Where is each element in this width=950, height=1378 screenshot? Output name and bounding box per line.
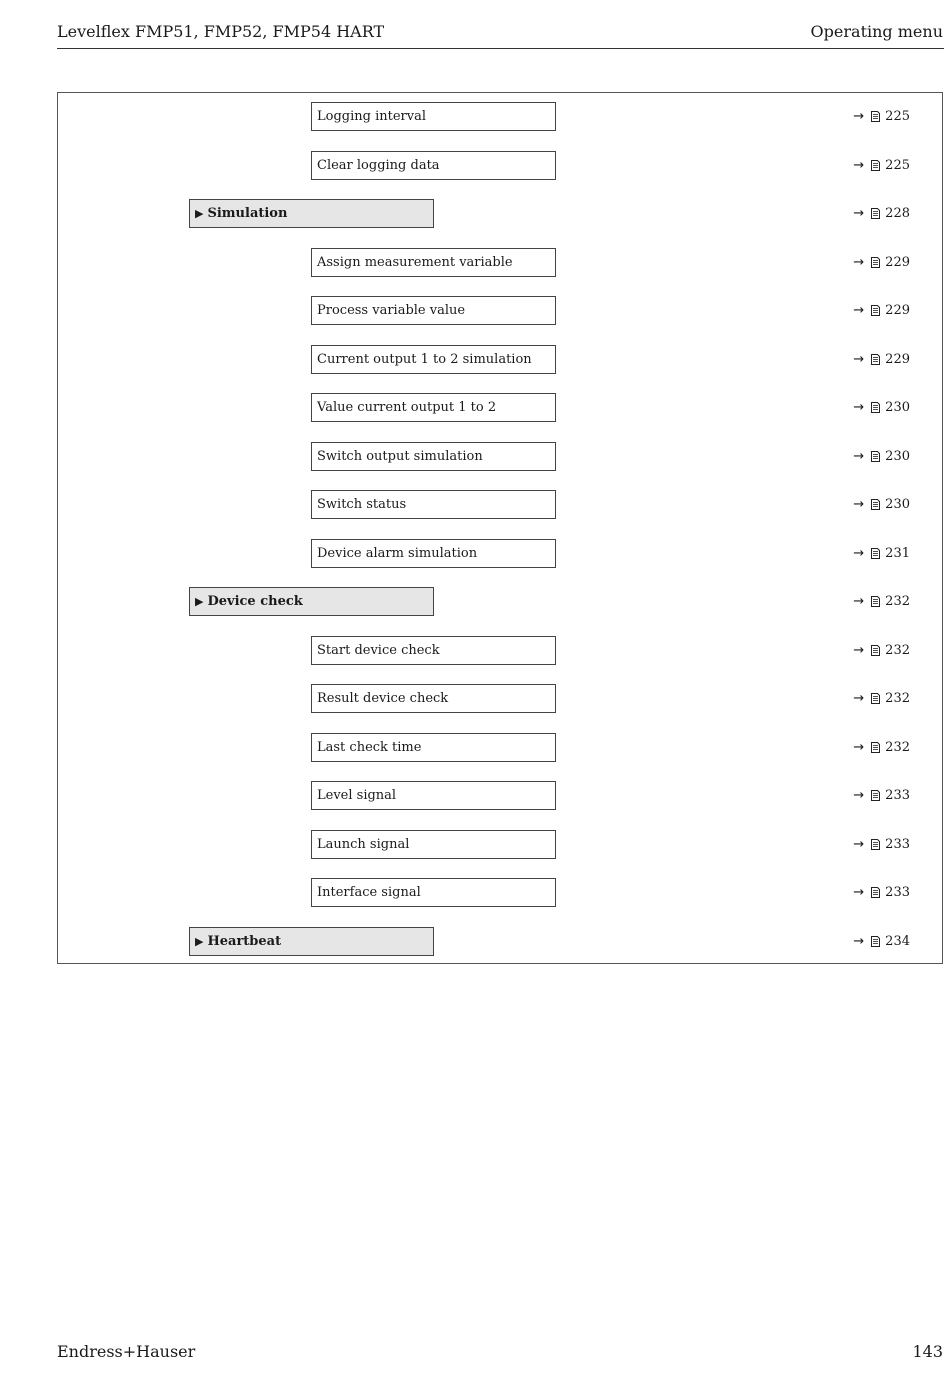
parameter-row xyxy=(58,733,942,762)
parameter-row xyxy=(58,248,942,277)
arrow-right-icon: → xyxy=(853,157,865,173)
parameter-row xyxy=(58,102,942,131)
page-number: 143 xyxy=(912,1342,943,1361)
parameter-label: Switch output simulation xyxy=(317,448,483,464)
page-reference-number: 233 xyxy=(885,788,910,803)
page-reference xyxy=(853,733,910,762)
arrow-right-icon: → xyxy=(853,836,865,852)
submenu-label: Heartbeat xyxy=(207,933,282,949)
parameter-label: Clear logging data xyxy=(317,157,440,173)
page-reference-icon xyxy=(870,790,881,801)
parameter-row xyxy=(58,151,942,180)
parameter-label: Result device check xyxy=(317,691,449,706)
operating-menu-tree xyxy=(57,92,943,964)
page-reference-icon xyxy=(870,111,881,122)
parameter-box xyxy=(311,345,556,374)
parameter-row xyxy=(58,393,942,422)
page-reference xyxy=(853,199,910,228)
parameter-box xyxy=(311,539,556,568)
submenu-box xyxy=(189,587,434,616)
submenu-triangle-icon: ▶ xyxy=(195,595,204,608)
parameter-box xyxy=(311,248,556,277)
parameter-row xyxy=(58,490,942,519)
page-reference xyxy=(853,830,910,859)
parameter-box xyxy=(311,830,556,859)
arrow-right-icon: → xyxy=(853,739,865,755)
parameter-label: Start device check xyxy=(317,642,440,658)
parameter-label: Switch status xyxy=(317,497,407,512)
page-reference xyxy=(853,345,910,374)
parameter-box xyxy=(311,733,556,762)
parameter-row xyxy=(58,636,942,665)
arrow-right-icon: → xyxy=(853,109,865,124)
parameter-label: Assign measurement variable xyxy=(317,254,513,270)
submenu-box xyxy=(189,199,434,228)
page-reference-number: 229 xyxy=(885,351,910,367)
arrow-right-icon: → xyxy=(853,400,865,415)
page-reference xyxy=(853,684,910,713)
page-reference-icon xyxy=(870,257,881,268)
parameter-box xyxy=(311,442,556,471)
submenu-triangle-icon: ▶ xyxy=(195,207,204,220)
submenu-row xyxy=(58,199,942,228)
page-reference-icon xyxy=(870,402,881,413)
parameter-row xyxy=(58,830,942,859)
page-reference-number: 229 xyxy=(885,303,910,318)
page-reference-number: 225 xyxy=(885,157,910,173)
page-reference xyxy=(853,393,910,422)
parameter-box xyxy=(311,636,556,665)
submenu-label: Simulation xyxy=(207,206,288,221)
arrow-right-icon: → xyxy=(853,303,865,318)
arrow-right-icon: → xyxy=(853,254,865,270)
parameter-label: Level signal xyxy=(317,788,397,803)
parameter-row xyxy=(58,781,942,810)
arrow-right-icon: → xyxy=(853,206,865,221)
page-reference-number: 230 xyxy=(885,400,910,415)
parameter-label: Device alarm simulation xyxy=(317,545,478,561)
page-reference xyxy=(853,587,910,616)
page-reference-number: 228 xyxy=(885,206,910,221)
page-reference xyxy=(853,102,910,131)
page-reference-icon xyxy=(870,839,881,850)
parameter-row xyxy=(58,442,942,471)
parameter-box xyxy=(311,102,556,131)
parameter-label: Logging interval xyxy=(317,109,427,124)
page-reference-number: 232 xyxy=(885,642,910,658)
page-reference-icon xyxy=(870,693,881,704)
arrow-right-icon: → xyxy=(853,885,865,900)
parameter-row xyxy=(58,684,942,713)
parameter-box xyxy=(311,393,556,422)
page-reference xyxy=(853,296,910,325)
parameter-row xyxy=(58,878,942,907)
parameter-box xyxy=(311,490,556,519)
parameter-label: Current output 1 to 2 simulation xyxy=(317,351,532,367)
section-title: Operating menu xyxy=(810,22,943,41)
submenu-triangle-icon: ▶ xyxy=(195,934,204,948)
parameter-box xyxy=(311,878,556,907)
page-reference-icon xyxy=(870,742,881,753)
page-reference-icon xyxy=(870,645,881,656)
page-reference-icon xyxy=(870,451,881,462)
page-reference-number: 229 xyxy=(885,254,910,270)
page-reference xyxy=(853,151,910,180)
submenu-box xyxy=(189,927,434,956)
page-reference-icon xyxy=(870,305,881,316)
document-title: Levelflex FMP51, FMP52, FMP54 HART xyxy=(57,22,385,41)
arrow-right-icon: → xyxy=(853,351,865,367)
page-reference-icon xyxy=(870,936,881,947)
arrow-right-icon: → xyxy=(853,691,865,706)
parameter-row xyxy=(58,296,942,325)
company-name: Endress+Hauser xyxy=(57,1342,196,1361)
submenu-row xyxy=(58,587,942,616)
arrow-right-icon: → xyxy=(853,497,865,512)
page-reference-icon xyxy=(870,354,881,365)
submenu-label: Device check xyxy=(207,594,303,609)
arrow-right-icon: → xyxy=(853,594,865,609)
parameter-label: Process variable value xyxy=(317,303,466,318)
parameter-box xyxy=(311,151,556,180)
page-reference-number: 234 xyxy=(885,933,910,949)
page-reference-number: 230 xyxy=(885,497,910,512)
parameter-row xyxy=(58,345,942,374)
page-reference-icon xyxy=(870,160,881,171)
page-reference xyxy=(853,927,910,956)
page-reference-icon xyxy=(870,548,881,559)
page-reference-icon xyxy=(870,887,881,898)
page-reference xyxy=(853,442,910,471)
page-reference xyxy=(853,636,910,665)
page-reference-number: 231 xyxy=(885,545,910,561)
parameter-label: Value current output 1 to 2 xyxy=(317,400,497,415)
page-reference-number: 233 xyxy=(885,885,910,900)
parameter-row xyxy=(58,539,942,568)
page-reference xyxy=(853,539,910,568)
page-reference-number: 225 xyxy=(885,109,910,124)
page-reference-icon xyxy=(870,499,881,510)
page-reference-number: 233 xyxy=(885,836,910,852)
page-reference xyxy=(853,878,910,907)
arrow-right-icon: → xyxy=(853,933,865,949)
arrow-right-icon: → xyxy=(853,788,865,803)
page-reference xyxy=(853,781,910,810)
parameter-box xyxy=(311,781,556,810)
page-reference xyxy=(853,248,910,277)
parameter-label: Launch signal xyxy=(317,836,410,852)
page-reference-icon xyxy=(870,596,881,607)
parameter-box xyxy=(311,296,556,325)
parameter-label: Last check time xyxy=(317,739,422,755)
parameter-box xyxy=(311,684,556,713)
page-reference-number: 232 xyxy=(885,594,910,609)
arrow-right-icon: → xyxy=(853,448,865,464)
page-reference-number: 232 xyxy=(885,739,910,755)
page-reference-number: 230 xyxy=(885,448,910,464)
page-reference xyxy=(853,490,910,519)
parameter-label: Interface signal xyxy=(317,885,421,900)
arrow-right-icon: → xyxy=(853,642,865,658)
page-reference-icon xyxy=(870,208,881,219)
page-reference-number: 232 xyxy=(885,691,910,706)
arrow-right-icon: → xyxy=(853,545,865,561)
header-divider xyxy=(57,48,944,49)
submenu-row xyxy=(58,927,942,956)
